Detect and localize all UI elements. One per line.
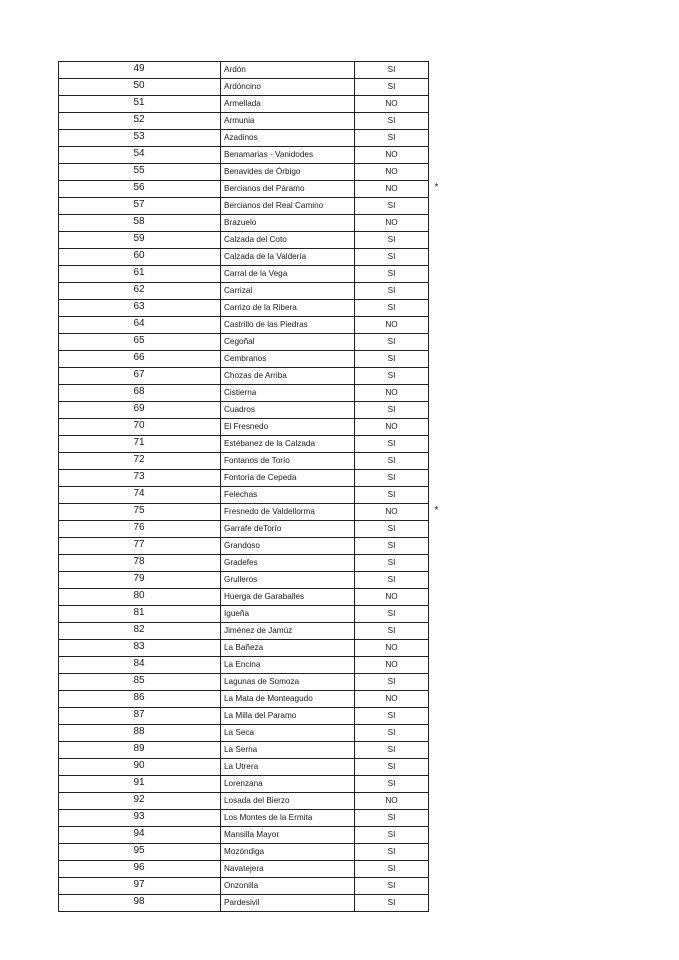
locality-name-cell: Jiménez de Jamúz xyxy=(221,623,355,640)
table-row xyxy=(59,79,445,96)
status-cell: SI xyxy=(355,861,429,878)
row-number-cell: 55 xyxy=(59,164,221,181)
status-cell: NO xyxy=(355,215,429,232)
row-number-cell: 74 xyxy=(59,487,221,504)
status-cell: SI xyxy=(355,436,429,453)
status-cell: SI xyxy=(355,878,429,895)
status-cell: NO xyxy=(355,147,429,164)
asterisk-note xyxy=(429,368,445,385)
table-row xyxy=(59,147,445,164)
asterisk-note xyxy=(429,827,445,844)
status-cell: SI xyxy=(355,79,429,96)
locality-name-cell: Brazuelo xyxy=(221,215,355,232)
row-number-cell: 83 xyxy=(59,640,221,657)
table-row xyxy=(59,895,445,912)
status-cell: SI xyxy=(355,555,429,572)
asterisk-note xyxy=(429,793,445,810)
status-cell: SI xyxy=(355,606,429,623)
locality-name-cell: Benamarias - Vanidodes xyxy=(221,147,355,164)
status-cell: SI xyxy=(355,351,429,368)
row-number-cell: 82 xyxy=(59,623,221,640)
row-number-cell: 98 xyxy=(59,895,221,912)
asterisk-note xyxy=(429,130,445,147)
status-cell: NO xyxy=(355,164,429,181)
asterisk-note xyxy=(429,317,445,334)
row-number-cell: 92 xyxy=(59,793,221,810)
status-cell: NO xyxy=(355,640,429,657)
locality-name-cell: Lagunas de Somoza xyxy=(221,674,355,691)
row-number-cell: 97 xyxy=(59,878,221,895)
locality-name-cell: Felechas xyxy=(221,487,355,504)
locality-name-cell: Calzada del Coto xyxy=(221,232,355,249)
locality-name-cell: Mozóndiga xyxy=(221,844,355,861)
status-cell: SI xyxy=(355,198,429,215)
table-row xyxy=(59,470,445,487)
table-row xyxy=(59,776,445,793)
table-row xyxy=(59,164,445,181)
table-row xyxy=(59,878,445,895)
row-number-cell: 86 xyxy=(59,691,221,708)
row-number-cell: 50 xyxy=(59,79,221,96)
asterisk-note xyxy=(429,96,445,113)
table-row xyxy=(59,657,445,674)
asterisk-note xyxy=(429,249,445,266)
table-row xyxy=(59,691,445,708)
locality-name-cell: Garrafe deTorío xyxy=(221,521,355,538)
row-number-cell: 81 xyxy=(59,606,221,623)
status-cell: SI xyxy=(355,623,429,640)
locality-name-cell: La Seca xyxy=(221,725,355,742)
locality-name-cell: Estébanez de la Calzada xyxy=(221,436,355,453)
row-number-cell: 75 xyxy=(59,504,221,521)
locality-name-cell: Bercianos del Páramo xyxy=(221,181,355,198)
row-number-cell: 68 xyxy=(59,385,221,402)
table-row xyxy=(59,827,445,844)
status-cell: SI xyxy=(355,572,429,589)
locality-name-cell: Los Montes de la Ermita xyxy=(221,810,355,827)
asterisk-note xyxy=(429,470,445,487)
asterisk-note xyxy=(429,147,445,164)
locality-name-cell: La Serna xyxy=(221,742,355,759)
locality-name-cell: Cembranos xyxy=(221,351,355,368)
locality-name-cell: La Utrera xyxy=(221,759,355,776)
table-row xyxy=(59,283,445,300)
table-row xyxy=(59,572,445,589)
row-number-cell: 85 xyxy=(59,674,221,691)
asterisk-note xyxy=(429,521,445,538)
row-number-cell: 71 xyxy=(59,436,221,453)
row-number-cell: 89 xyxy=(59,742,221,759)
asterisk-note xyxy=(429,538,445,555)
locality-name-cell: Pardesivil xyxy=(221,895,355,912)
status-cell: SI xyxy=(355,334,429,351)
locality-name-cell: Fontoria de Cepeda xyxy=(221,470,355,487)
locality-name-cell: Fresnedo de Valdellorma xyxy=(221,504,355,521)
locality-name-cell: Navatejera xyxy=(221,861,355,878)
table-row xyxy=(59,113,445,130)
table-body xyxy=(59,62,445,912)
row-number-cell: 70 xyxy=(59,419,221,436)
locality-name-cell: Huerga de Garaballes xyxy=(221,589,355,606)
asterisk-note xyxy=(429,164,445,181)
status-cell: SI xyxy=(355,266,429,283)
locality-name-cell: Cegoñal xyxy=(221,334,355,351)
table-row xyxy=(59,300,445,317)
locality-name-cell: Ardón xyxy=(221,62,355,79)
status-cell: SI xyxy=(355,62,429,79)
asterisk-note xyxy=(429,674,445,691)
row-number-cell: 95 xyxy=(59,844,221,861)
localities-table xyxy=(58,61,445,912)
row-number-cell: 62 xyxy=(59,283,221,300)
status-cell: SI xyxy=(355,776,429,793)
asterisk-note xyxy=(429,79,445,96)
table-row xyxy=(59,487,445,504)
row-number-cell: 76 xyxy=(59,521,221,538)
status-cell: NO xyxy=(355,589,429,606)
row-number-cell: 96 xyxy=(59,861,221,878)
table-row xyxy=(59,861,445,878)
asterisk-note xyxy=(429,657,445,674)
locality-name-cell: La Mata de Monteagudo xyxy=(221,691,355,708)
table-row xyxy=(59,215,445,232)
status-cell: NO xyxy=(355,419,429,436)
status-cell: SI xyxy=(355,453,429,470)
locality-name-cell: Mansilla Mayor xyxy=(221,827,355,844)
row-number-cell: 56 xyxy=(59,181,221,198)
table-row xyxy=(59,62,445,79)
status-cell: SI xyxy=(355,300,429,317)
table-row xyxy=(59,436,445,453)
status-cell: SI xyxy=(355,895,429,912)
row-number-cell: 63 xyxy=(59,300,221,317)
row-number-cell: 61 xyxy=(59,266,221,283)
table-row xyxy=(59,334,445,351)
asterisk-note xyxy=(429,198,445,215)
locality-name-cell: Grandoso xyxy=(221,538,355,555)
row-number-cell: 94 xyxy=(59,827,221,844)
row-number-cell: 78 xyxy=(59,555,221,572)
row-number-cell: 67 xyxy=(59,368,221,385)
status-cell: NO xyxy=(355,504,429,521)
locality-name-cell: Grulleros xyxy=(221,572,355,589)
asterisk-note xyxy=(429,300,445,317)
status-cell: NO xyxy=(355,793,429,810)
status-cell: SI xyxy=(355,521,429,538)
status-cell: NO xyxy=(355,96,429,113)
asterisk-note xyxy=(429,623,445,640)
row-number-cell: 73 xyxy=(59,470,221,487)
locality-name-cell: Losada del Bierzo xyxy=(221,793,355,810)
table-row xyxy=(59,419,445,436)
locality-name-cell: La Bañeza xyxy=(221,640,355,657)
row-number-cell: 91 xyxy=(59,776,221,793)
table-row xyxy=(59,198,445,215)
locality-name-cell: Fontanos de Torío xyxy=(221,453,355,470)
asterisk-note xyxy=(429,725,445,742)
table-row xyxy=(59,640,445,657)
table-row xyxy=(59,317,445,334)
row-number-cell: 88 xyxy=(59,725,221,742)
row-number-cell: 60 xyxy=(59,249,221,266)
table-row xyxy=(59,453,445,470)
locality-name-cell: El Fresnedo xyxy=(221,419,355,436)
row-number-cell: 58 xyxy=(59,215,221,232)
locality-name-cell: La Encina xyxy=(221,657,355,674)
table-row xyxy=(59,708,445,725)
row-number-cell: 66 xyxy=(59,351,221,368)
row-number-cell: 77 xyxy=(59,538,221,555)
asterisk-note xyxy=(429,487,445,504)
table-row xyxy=(59,742,445,759)
table-row xyxy=(59,725,445,742)
asterisk-note xyxy=(429,708,445,725)
locality-name-cell: Benavides de Órbigo xyxy=(221,164,355,181)
row-number-cell: 59 xyxy=(59,232,221,249)
row-number-cell: 90 xyxy=(59,759,221,776)
row-number-cell: 54 xyxy=(59,147,221,164)
row-number-cell: 72 xyxy=(59,453,221,470)
table-row xyxy=(59,521,445,538)
table-row xyxy=(59,402,445,419)
asterisk-note xyxy=(429,113,445,130)
table-row xyxy=(59,793,445,810)
locality-name-cell: Gradefes xyxy=(221,555,355,572)
locality-name-cell: Ardóncino xyxy=(221,79,355,96)
asterisk-note xyxy=(429,572,445,589)
status-cell: NO xyxy=(355,657,429,674)
locality-name-cell: Lorenzana xyxy=(221,776,355,793)
locality-name-cell: Carrizo de la Ribera xyxy=(221,300,355,317)
table-row xyxy=(59,555,445,572)
locality-name-cell: Azadinos xyxy=(221,130,355,147)
asterisk-note xyxy=(429,453,445,470)
asterisk-note xyxy=(429,334,445,351)
asterisk-note xyxy=(429,861,445,878)
asterisk-note xyxy=(429,402,445,419)
locality-name-cell: Armunia xyxy=(221,113,355,130)
row-number-cell: 64 xyxy=(59,317,221,334)
locality-name-cell: Chozas de Arriba xyxy=(221,368,355,385)
asterisk-note xyxy=(429,351,445,368)
status-cell: SI xyxy=(355,470,429,487)
table-row xyxy=(59,385,445,402)
row-number-cell: 65 xyxy=(59,334,221,351)
asterisk-note: * xyxy=(434,181,439,193)
asterisk-note xyxy=(429,436,445,453)
table-row xyxy=(59,266,445,283)
table-row xyxy=(59,504,445,521)
locality-name-cell: Cistierna xyxy=(221,385,355,402)
status-cell: SI xyxy=(355,708,429,725)
asterisk-note xyxy=(429,419,445,436)
status-cell: SI xyxy=(355,759,429,776)
status-cell: SI xyxy=(355,674,429,691)
table-row xyxy=(59,351,445,368)
asterisk-note xyxy=(429,776,445,793)
table-row xyxy=(59,810,445,827)
status-cell: NO xyxy=(355,317,429,334)
status-cell: SI xyxy=(355,827,429,844)
table-row xyxy=(59,368,445,385)
locality-name-cell: La Milla del Paramo xyxy=(221,708,355,725)
status-cell: SI xyxy=(355,283,429,300)
status-cell: SI xyxy=(355,368,429,385)
asterisk-note xyxy=(429,759,445,776)
row-number-cell: 53 xyxy=(59,130,221,147)
asterisk-note xyxy=(429,215,445,232)
status-cell: NO xyxy=(355,181,429,198)
asterisk-note xyxy=(429,742,445,759)
asterisk-note xyxy=(429,878,445,895)
table-row xyxy=(59,589,445,606)
status-cell: SI xyxy=(355,130,429,147)
asterisk-note xyxy=(429,555,445,572)
table-row xyxy=(59,249,445,266)
table-row xyxy=(59,538,445,555)
status-cell: SI xyxy=(355,232,429,249)
locality-name-cell: Carral de la Vega xyxy=(221,266,355,283)
status-cell: SI xyxy=(355,725,429,742)
locality-name-cell: Armellada xyxy=(221,96,355,113)
table-row xyxy=(59,96,445,113)
asterisk-note xyxy=(429,640,445,657)
row-number-cell: 49 xyxy=(59,62,221,79)
table-row xyxy=(59,844,445,861)
locality-name-cell: Castrillo de las Piedras xyxy=(221,317,355,334)
status-cell: SI xyxy=(355,538,429,555)
asterisk-note xyxy=(429,589,445,606)
status-cell: SI xyxy=(355,402,429,419)
asterisk-note xyxy=(429,283,445,300)
asterisk-note xyxy=(429,232,445,249)
asterisk-note xyxy=(429,810,445,827)
locality-name-cell: Bercianos del Real Camino xyxy=(221,198,355,215)
table-row xyxy=(59,674,445,691)
locality-name-cell: Cuadros xyxy=(221,402,355,419)
asterisk-note xyxy=(429,606,445,623)
row-number-cell: 93 xyxy=(59,810,221,827)
row-number-cell: 51 xyxy=(59,96,221,113)
table-row xyxy=(59,759,445,776)
asterisk-note xyxy=(429,691,445,708)
locality-name-cell: Carrizal xyxy=(221,283,355,300)
row-number-cell: 80 xyxy=(59,589,221,606)
status-cell: NO xyxy=(355,691,429,708)
table-row xyxy=(59,623,445,640)
row-number-cell: 84 xyxy=(59,657,221,674)
status-cell: SI xyxy=(355,249,429,266)
asterisk-note xyxy=(429,385,445,402)
status-cell: SI xyxy=(355,113,429,130)
asterisk-note: * xyxy=(434,504,439,516)
row-number-cell: 79 xyxy=(59,572,221,589)
asterisk-note xyxy=(429,844,445,861)
row-number-cell: 57 xyxy=(59,198,221,215)
table-row xyxy=(59,232,445,249)
table-row xyxy=(59,181,445,198)
locality-name-cell: Igueña xyxy=(221,606,355,623)
asterisk-note xyxy=(429,266,445,283)
table-row xyxy=(59,130,445,147)
status-cell: SI xyxy=(355,487,429,504)
status-cell: SI xyxy=(355,844,429,861)
table-row xyxy=(59,606,445,623)
row-number-cell: 52 xyxy=(59,113,221,130)
status-cell: NO xyxy=(355,385,429,402)
row-number-cell: 69 xyxy=(59,402,221,419)
asterisk-note xyxy=(429,62,445,79)
status-cell: SI xyxy=(355,810,429,827)
status-cell: SI xyxy=(355,742,429,759)
locality-name-cell: Calzada de la Valdería xyxy=(221,249,355,266)
locality-name-cell: Onzonilla xyxy=(221,878,355,895)
asterisk-note xyxy=(429,895,445,912)
row-number-cell: 87 xyxy=(59,708,221,725)
